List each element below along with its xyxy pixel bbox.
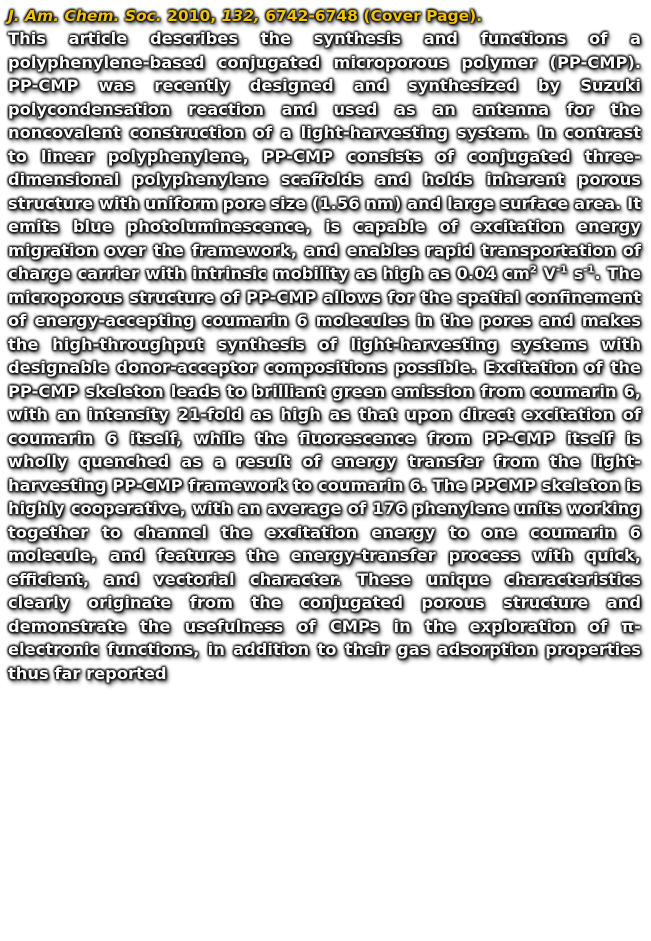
abstract-part-2: V xyxy=(536,264,557,283)
unit-superscript-minus-1: -1 xyxy=(556,264,568,276)
unit-superscript-2: 2 xyxy=(529,264,537,276)
abstract-part-1: This article describes the synthesis and functions of a polyphenylene-based conjugated microporous polymer (PP-CMP). PP-CMP was recently designed and synthesized by Suzuki polycondensation reaction and used as an antenna for the noncovalent construction of a light-harvesting system. In contrast to linear polyphenylene, PP-CMP consists of conjugated three-dimensional polyphenylene scaffolds and holds inherent porous structure with uniform pore size (1.56 nm) and large surface area. It emits blue photoluminescence, is capable of excitation energy migration over the framework, and enables rapid transportation of charge carrier with intrinsic mobility as high as 0.04 cm xyxy=(8,29,641,283)
citation-pages: 6742-6748 xyxy=(265,7,358,25)
abstract-part-3: s xyxy=(567,264,584,283)
unit-superscript-minus-1-b: -1 xyxy=(583,264,595,276)
citation-volume: 132, xyxy=(221,7,260,25)
journal-name: J. Am. Chem. Soc. xyxy=(8,7,162,25)
abstract-text xyxy=(8,27,641,685)
citation-line xyxy=(8,5,641,27)
document-page xyxy=(8,5,641,685)
abstract-part-4: . The microporous structure of PP-CMP allows for the spatial confinement of energy-accepting coumarin 6 molecules in the pores and makes the high-throughput synthesis of light-harvesting systems with designable donor-acceptor compositions possible. Excitation of the PP-CMP skeleton leads to brilliant green emission from coumarin 6, with an intensity 21-fold as high as that upon direct excitation of coumarin 6 itself, while the fluorescence from PP-CMP itself is wholly quenched as a result of energy transfer from the light-harvesting PP-CMP framework to coumarin 6. The PPCMP skeleton is highly cooperative, with an average of 176 phenylene units working together to channel the excitation energy to one coumarin 6 molecule, and features the energy-transfer process with quick, efficient, and vectorial character. These unique characteristics clearly originate from the conjugated porous structure and demonstrate the usefulness of CMPs in the exploration of π-electronic functions, in addition to their gas adsorption properties thus far reported xyxy=(8,264,641,683)
citation-note: (Cover Page). xyxy=(363,7,483,25)
citation-year: 2010, xyxy=(167,7,217,25)
